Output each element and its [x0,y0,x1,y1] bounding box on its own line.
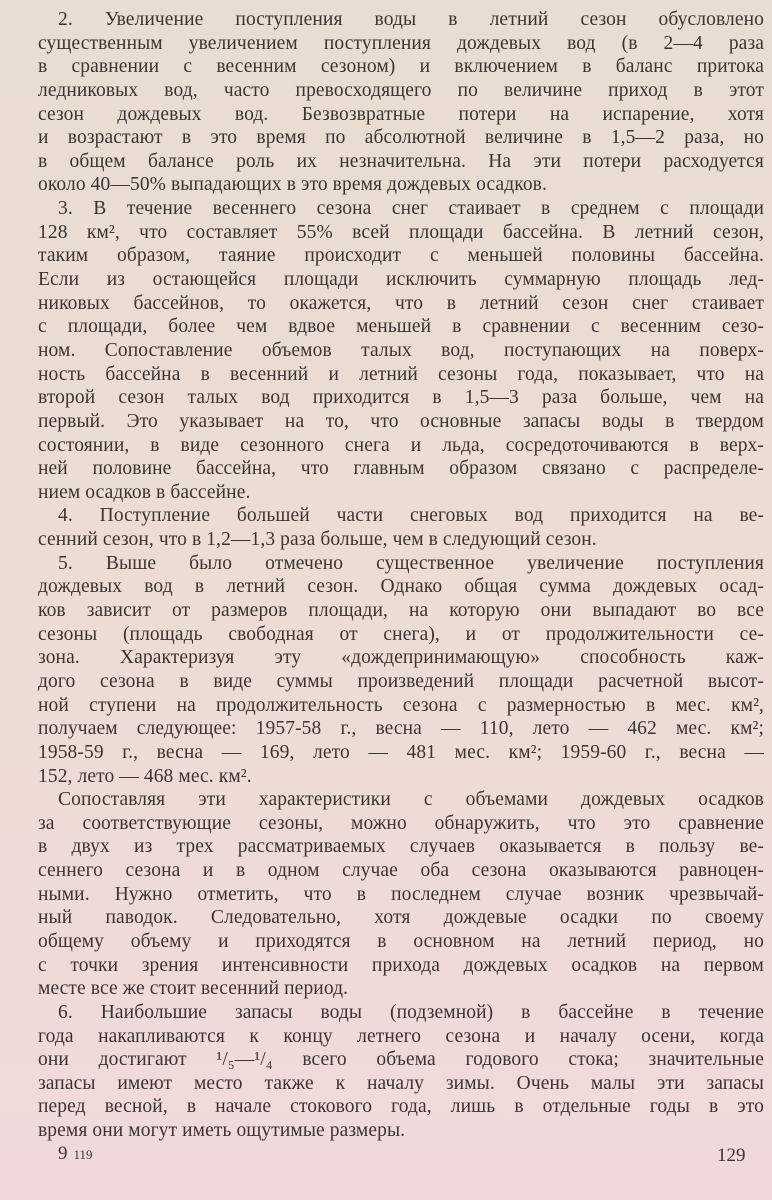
text-line: 1958-59 г., весна — 169, лето — 481 мес. км²; 1959-60 г., весна — [38,741,764,763]
text-line: первый. Это указывает на то, что основные запасы воды в твердом [38,410,764,432]
text-line: ный паводок. Следовательно, хотя дождевые осадки по своему [38,907,764,929]
text-line: получаем следующее: 1957-58 г., весна — 110, лето — 462 мес. км²; [38,718,764,740]
text-line: сезон дождевых вод. Безвозвратные потери на испарение, хотя [38,103,764,125]
text-line: в двух из трех рассматриваемых случаев оказывается в пользу ве- [38,836,764,858]
text-line: нием осадков в бассейне. [38,481,251,503]
text-line: года накапливаются к концу летнего сезона и началу осени, когда [38,1025,764,1047]
text-line: с площади, более чем вдвое меньшей в сравнении с весенним сезо- [38,316,764,338]
text-line: сезоны (площадь свободная от снега), и от продолжительности се- [38,623,764,645]
text-line: сенний сезон, что в 1,2—1,3 раза больше, чем в следующий сезон. [38,529,597,551]
text-line: ледниковых вод, часто превосходящего по величине приход в этот [38,79,764,101]
paragraph [38,504,764,551]
text-line: дого сезона в виде суммы произведений площади расчетной высот- [38,670,764,692]
signature-mark: 9 [58,1143,68,1164]
text-line: ков зависит от размеров площади, на которую они выпадают во все [38,600,764,622]
text-line: 6. Наибольшие запасы воды (подземной) в бассейне в течение [58,1001,764,1023]
text-line: 2. Увеличение поступления воды в летний сезон обусловлено [58,9,764,30]
text-line: состоянии, в виде сезонного снега и льда, сосредоточиваются в верх- [38,434,764,456]
page-number: 129 [717,1145,746,1166]
text-line: месте все же стоит весенний период. [38,978,349,1000]
text-line: за соответствующие сезоны, можно обнаружить, что это сравнение [38,812,764,834]
text-line: с точки зрения интенсивности прихода дождевых осадков на первом [38,954,764,976]
text-line: в общем балансе роль их незначительна. На эти потери расходуется [38,150,764,172]
text-line: 4. Поступление большей части снеговых вод приходится на ве- [58,505,764,527]
text-line: перед весной, в начале стокового года, лишь в отдельные годы в это [38,1096,764,1118]
text-line: 128 км², что составляет 55% всей площади бассейна. В летний сезон, [38,221,764,243]
body-text [38,8,764,1143]
text-line: время они могут иметь ощутимые размеры. [38,1120,406,1142]
text-line: они достигают ¹/₅—¹/₄ всего объема годового стока; значительные [38,1049,764,1071]
text-line: в сравнении с весенним сезоном) и включением в баланс притока [38,56,764,78]
text-line: таким образом, таяние происходит с меньшей половины бассейна. [38,245,764,267]
paragraph [38,197,764,504]
printer-signature [58,1143,93,1165]
paragraph [38,8,764,197]
text-line: 152, лето — 468 мес. км². [38,765,252,787]
text-line: 3. В течение весеннего сезона снег стаивает в среднем с площади [58,198,764,220]
text-line: существенным увеличением поступления дождевых вод (в 2—4 раза [38,32,764,54]
text-line: дождевых вод в летний сезон. Однако общая сумма дождевых осад- [38,576,764,598]
text-line: никовых бассейнов, то окажется, что в летний сезон снег стаивает [38,292,764,314]
text-line: ной ступени на продолжительность сезона с размерностью в мес. км², [38,694,764,716]
text-line: ность бассейна в весенний и летний сезоны года, показывает, что на [38,363,764,385]
text-line: сеннего сезона и в одном случае оба сезона оказываются равноцен- [38,860,764,882]
text-line: 5. Выше было отмечено существенное увеличение поступления [58,552,764,574]
paragraph [38,788,764,1001]
text-line: второй сезон талых вод приходится в 1,5—3 раза больше, чем на [38,387,764,409]
paragraph [38,552,764,788]
text-line: ном. Сопоставление объемов талых вод, поступающих на поверх- [38,339,764,361]
text-line: и возрастают в это время по абсолютной величине в 1,5—2 раза, но [38,127,764,149]
text-line: запасы имеют место также к началу зимы. Очень малы эти запасы [38,1072,764,1094]
text-line: ней половине бассейна, что главным образом связано с распределе- [38,458,764,480]
paragraph [38,1001,764,1143]
text-line: Если из остающейся площади исключить суммарную площадь лед- [38,269,764,291]
text-line: ными. Нужно отметить, что в последнем случае возник чрезвычай- [38,883,764,905]
text-line: около 40—50% выпадающих в это время дождевых осадков. [38,174,547,196]
text-line: Сопоставляя эти характеристики с объемами дождевых осадков [58,789,764,811]
text-line: зона. Характеризуя эту «дождепринимающую» способность каж- [38,647,764,669]
text-line: общему объему и приходятся в основном на летний период, но [38,930,764,952]
signature-order: 119 [73,1147,93,1162]
